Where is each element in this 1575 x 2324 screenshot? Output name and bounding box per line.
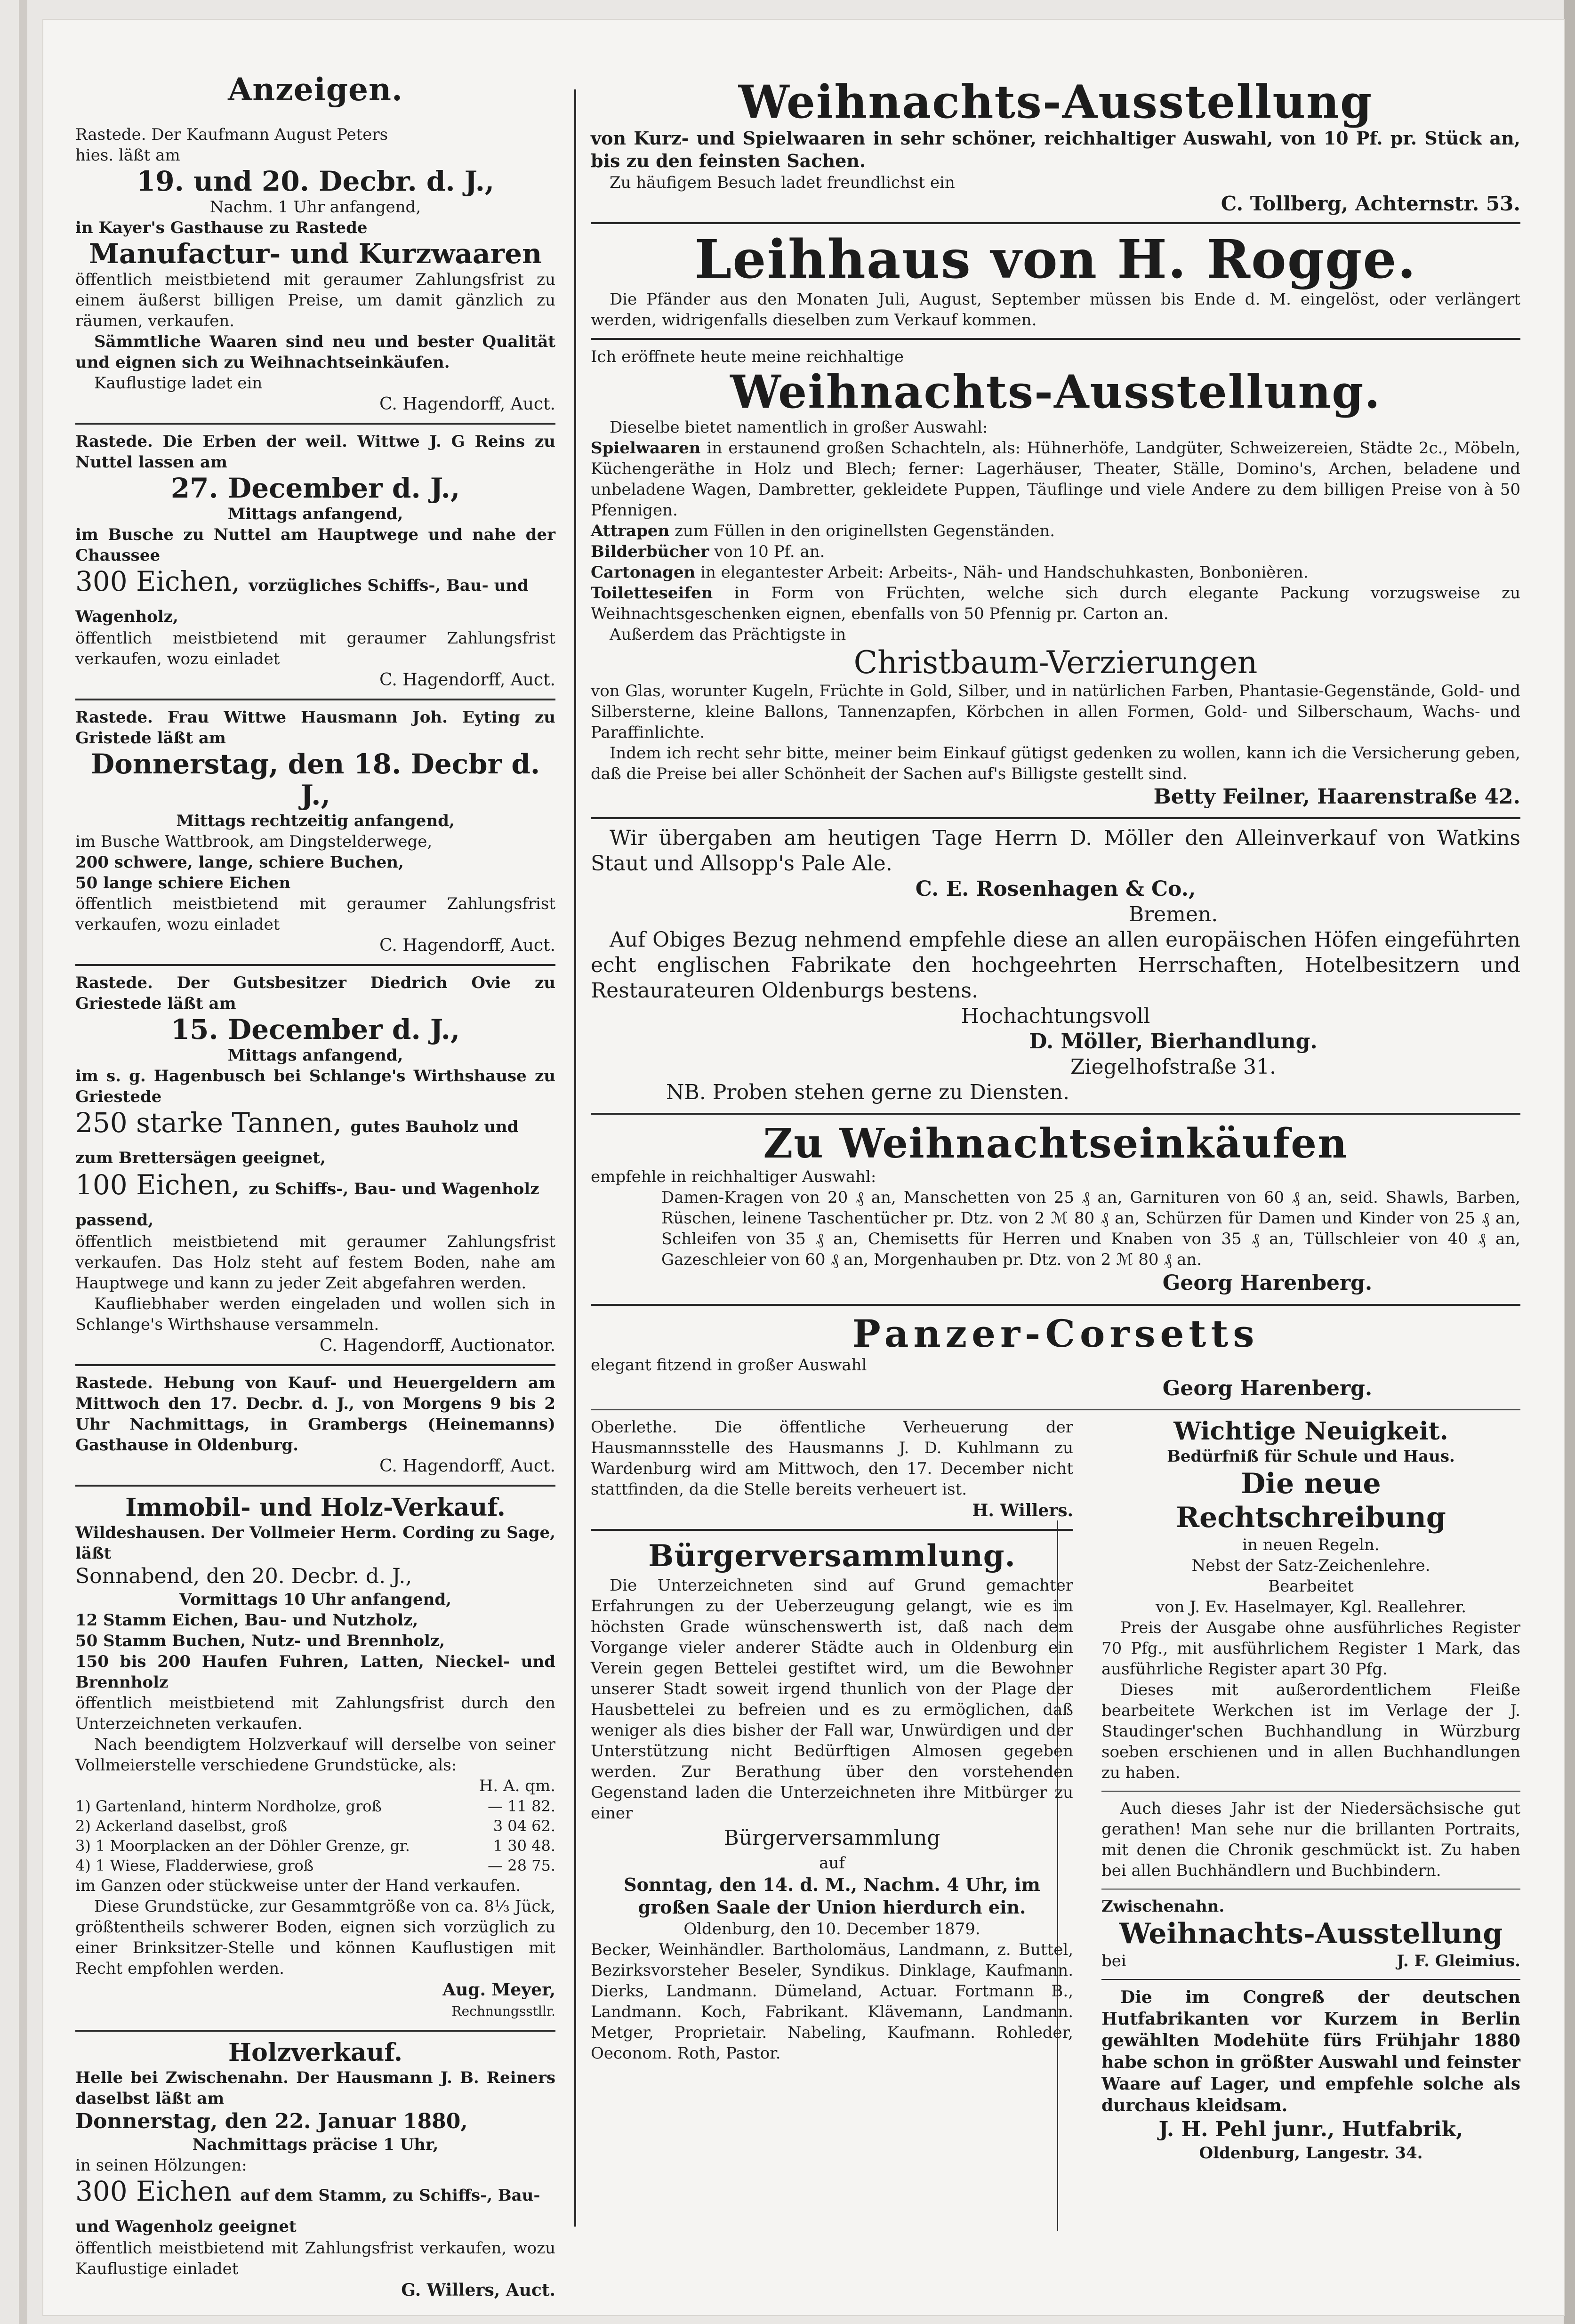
ad-address: Ziegelhofstraße 31. <box>1070 1055 1276 1079</box>
ad-cording <box>75 1487 555 2032</box>
ad-text: Helle bei Zwischenahn. Der Hausmann J. B. Reiners daselbst läßt am <box>75 2068 555 2108</box>
ad-signature: J. F. Gleimius. <box>1397 1952 1520 1970</box>
ad-reiners <box>75 2032 555 2308</box>
ad-count-text: 300 Eichen, <box>75 565 240 597</box>
ad-text: in neuen Regeln. <box>1242 1536 1380 1554</box>
ad-text: Mittags anfangend, <box>227 505 403 523</box>
right-column <box>591 71 1520 2171</box>
ad-text <box>1101 1951 1520 1971</box>
ad-subtitle: Bürgerversammlung <box>723 1826 940 1850</box>
ad-text: Wir übergaben am heutigen Tage Herrn D. Möller den Alleinverkauf von Watkins Staut und Allsopp's Pale Ale. <box>591 826 1520 876</box>
ad-text: Wildeshausen. Der Vollmeier Herm. Cording zu Sage, läßt <box>75 1523 555 1563</box>
ad-count-text: 100 Eichen, <box>75 1169 240 1201</box>
ad-text: von Kurz- und Spielwaaren in sehr schöner, reichhaltiger Auswahl, von 10 Pf. pr. Stück an, bis zu den feinsten Sachen. <box>591 128 1520 171</box>
property-table <box>75 1796 555 1875</box>
page-edge-left <box>19 0 27 2324</box>
ad-text: Indem ich recht sehr bitte, meiner beim Einkauf gütigst gedenken zu wollen, kann ich die Versicherung geben, daß die Preise bei aller Schönheit der Sachen auf's Billigste gestellt sind. <box>591 744 1520 783</box>
ad-text: Nachm. 1 Uhr anfangend, <box>209 198 421 217</box>
ad-text: im Busche Wattbrook, am Dingstelderwege, <box>75 832 433 851</box>
ad-text: Vormittags 10 Uhr anfangend, <box>179 1590 452 1609</box>
ad-text: Die Unterzeichneten sind auf Grund gemachter Erfahrungen zu der Ueberzeugung gelangt, wie es im höchsten Grade wünschenswerth ist, daß nach dem Vorgange vieler anderer Städte auch in Oldenburg ein Verein gegen Bettelei gestiftet wird, um die Bewohner unserer Stadt soweit irgend thunlich von der Plage der Hausbettelei zu befreien und es zu ermöglichen, daß weniger als dies bisher der Fall war, Unwürdigen und der Unterstützung nicht Bedürftigen Almosen gegeben werden. Zur Berathung über den vorstehenden Gegenstand laden die Unterzeichneten ihre Mitbürger zu einer <box>591 1576 1073 1823</box>
row-label: 2) Ackerland daselbst, groß <box>75 1817 287 1835</box>
ad-item <box>591 562 1520 583</box>
sub-column-left <box>591 1410 1087 2171</box>
row-label: 3) 1 Moorplacken an der Döhler Grenze, gr. <box>75 1837 410 1855</box>
ad-goods: Manufactur- und Kurzwaaren <box>88 238 542 270</box>
item-text: in elegantester Arbeit: Arbeits-, Näh- und Handschuhkasten, Bonbonièren. <box>700 563 1309 582</box>
ad-text: im Busche zu Nuttel am Hauptwege und nahe der Chaussee <box>75 525 555 565</box>
ad-text: im s. g. Hagenbusch bei Schlange's Wirthshause zu Griestede <box>75 1067 555 1106</box>
ad-text: Rastede. Die Erben der weil. Wittwe J. G Reins zu Nuttel lassen am <box>75 432 555 472</box>
ad-tollberg <box>591 71 1520 224</box>
column-divider <box>574 89 576 2227</box>
ad-hebung <box>75 1366 555 1487</box>
ad-bei: bei <box>1101 1952 1126 1970</box>
ad-feilner <box>591 340 1520 819</box>
ad-text: Diese Grundstücke, zur Gesammtgröße von ca. 8¹⁄₃ Jück, größtentheils schwerer Boden, eignen sich vorzüglich zu einer Brinksitzer-Stelle und können Kauflustigen mit Recht empfohlen werden. <box>75 1897 555 1978</box>
ad-harenberg <box>591 1115 1520 1306</box>
ad-date: Sonnabend, den 20. Decbr. d. J., <box>75 1564 412 1588</box>
ad-subtitle: Die neue Rechtschreibung <box>1176 1467 1446 1534</box>
page-edge-right <box>1564 0 1575 2324</box>
table-units: H. A. qm. <box>479 1777 555 1795</box>
ad-text: von J. Ev. Haselmayer, Kgl. Reallehrer. <box>1155 1598 1467 1616</box>
ad-text: Preis der Ausgabe ohne ausführliches Register 70 Pfg., mit ausführlichem Register 1 Mark, das ausführliche Register apart 30 Pfg. <box>1101 1618 1520 1679</box>
ad-date: 15. December d. J., <box>170 1013 460 1045</box>
sub-columns <box>591 1410 1520 2171</box>
ad-pehl <box>1101 1980 1520 2171</box>
ad-text: Zu häufigem Besuch ladet freundlichst ein <box>610 173 955 192</box>
ad-title: Weihnachts-Ausstellung <box>738 75 1373 129</box>
ad-gleimius <box>1101 1890 1520 1980</box>
item-text: von 10 Pf. an. <box>714 542 825 561</box>
ad-text: gutes Bauholz und zum Brettersägen geeignet, <box>75 1118 519 1167</box>
ad-text: 12 Stamm Eichen, Bau- und Nutzholz, <box>75 1611 418 1630</box>
ad-signature: G. Willers, Auct. <box>401 2280 555 2300</box>
ad-signature: Georg Harenberg. <box>1162 1271 1373 1295</box>
table-row <box>75 1816 555 1836</box>
ad-item <box>591 438 1520 521</box>
ad-text: Kauflustige ladet ein <box>94 374 263 393</box>
ad-ovie <box>75 966 555 1366</box>
item-key: Toiletteseifen <box>591 584 713 603</box>
ad-text: Die Pfänder aus den Monaten Juli, August, September müssen bis Ende d. M. eingelöst, oder verlängert werden, widrigenfalls dieselben zum Verkauf kommen. <box>591 290 1520 330</box>
row-value: 1 30 48. <box>493 1837 555 1855</box>
ad-date: Donnerstag, den 22. Januar 1880, <box>75 2109 468 2133</box>
ad-signature-role: Rechnungsstllr. <box>451 2003 555 2019</box>
ad-text: in seinen Hölzungen: <box>75 2156 247 2175</box>
table-row <box>75 1856 555 1875</box>
ad-signature: C. Hagendorff, Auct. <box>379 394 555 414</box>
ad-count <box>75 1107 555 1169</box>
ad-text: 200 schwere, lange, schiere Buchen, <box>75 853 404 872</box>
ad-niedersaechsische <box>1101 1792 1520 1890</box>
ad-item <box>591 583 1520 624</box>
ad-signature: C. Hagendorff, Auct. <box>379 936 555 955</box>
ad-eyting <box>75 700 555 966</box>
ad-title: Immobil- und Holz-Verkauf. <box>125 1493 506 1522</box>
ad-title: Bürgerversammlung. <box>648 1538 1016 1574</box>
ad-signature: C. Hagendorff, Auct. <box>379 1456 555 1476</box>
item-key: Attrapen <box>591 522 670 540</box>
ad-text: von Glas, worunter Kugeln, Früchte in Gold, Silber, und in natürlichen Farben, Phantasie-Gegenstände, Gold- und Silbersterne, kleine Ballons, Tannenzapfen, Körbchen in allen Formen, Gold- und Silberschaum, Wachs- und Paraffinlichte. <box>591 682 1520 742</box>
ad-date: Sonntag, den 14. d. M., Nachm. 4 Uhr, im großen Saale der Union hierdurch ein. <box>624 1874 1040 1918</box>
ad-text: Oldenburg, den 10. December 1879. <box>683 1920 980 1938</box>
ad-corsetts <box>591 1306 1520 1410</box>
ad-signature: Aug. Meyer, <box>442 1980 555 2000</box>
ad-title: Holzverkauf. <box>228 2038 402 2067</box>
ad-signature: Betty Feilner, Haarenstraße 42. <box>1153 785 1520 809</box>
section-header: Anzeigen. <box>228 71 403 108</box>
ad-text: Nachmittags präcise 1 Uhr, <box>192 2135 439 2154</box>
ad-text: Mittags rechtzeitig anfangend, <box>176 812 455 830</box>
ad-text: öffentlich meistbietend mit geraumer Zahlungsfrist verkaufen. Das Holz steht auf festem Boden, nahe am Hauptwege und kann zu jeder Zeit abgefahren werden. <box>75 1232 555 1293</box>
ad-text: öffentlich meistbietend mit Zahlungsfrist durch den Unterzeichneten verkaufen. <box>75 1694 555 1733</box>
ad-peters <box>75 118 555 425</box>
table-row <box>75 1796 555 1816</box>
ad-date: 27. December d. J., <box>170 472 460 504</box>
ad-neuigkeit <box>1101 1410 1520 1792</box>
ad-text: öffentlich meistbietend mit geraumer Zahlungsfrist verkaufen, wozu einladet <box>75 629 555 668</box>
ad-text: Rastede. Der Kaufmann August Peters <box>75 125 388 144</box>
row-label: 4) 1 Wiese, Fladderwiese, groß <box>75 1857 314 1874</box>
ad-count-text: 250 starke Tannen, <box>75 1107 342 1139</box>
ad-date: Donnerstag, den 18. Decbr d. J., <box>90 748 540 811</box>
ad-text: Rastede. Der Gutsbesitzer Diedrich Ovie zu Griestede läßt am <box>75 973 555 1013</box>
ad-text: empfehle in reichhaltiger Auswahl: <box>591 1167 876 1186</box>
ad-text: elegant fitzend in großer Auswahl <box>591 1356 867 1375</box>
ad-date: 19. und 20. Decbr. d. J., <box>136 165 495 197</box>
ad-moeller <box>591 819 1520 1115</box>
ad-count <box>75 1169 555 1231</box>
ad-text: Damen-Kragen von 20 ₰ an, Manschetten von 25 ₰ an, Garnituren von 60 ₰ an, seid. Shawls, Barben, Rüschen, leinene Taschentücher pr. Dtz. von 2 ℳ 80 ₰ an, Schürzen für Damen und Kinder von 25 ₰ an, Schleifen von 35 ₰ an, Chemisetts für Herren und Knaben von 35 ₰ an, Tüllschleier von 40 ₰ an, Gazeschleier von 60 ₰ an, Morgenhauben pr. Dtz. von 2 ℳ 80 ₰ an. <box>661 1188 1520 1269</box>
ad-signature: C. Hagendorff, Auct. <box>379 670 555 690</box>
ad-address: Oldenburg, Langestr. 34. <box>1199 2144 1423 2163</box>
ad-text: 50 lange schiere Eichen <box>75 874 291 893</box>
ad-text: auf dem Stamm, zu Schiffs-, Bau- und Wagenholz geeignet <box>75 2186 540 2236</box>
ad-text: Auch dieses Jahr ist der Niedersächsische gut gerathen! Man sehe nur die brillanten Portraits, mit denen die Chronik geschmückt ist. Zu haben bei allen Buchhändlern und Buchbindern. <box>1101 1799 1520 1880</box>
ad-text: zu Schiffs-, Bau- und Wagenholz passend, <box>75 1180 539 1230</box>
ad-item <box>591 521 1520 541</box>
ad-signature: C. Tollberg, Achternstr. 53. <box>1221 192 1520 215</box>
ad-oberlethe <box>591 1410 1073 1531</box>
ad-text: auf <box>819 1854 845 1873</box>
row-label: 1) Gartenland, hinterm Nordholze, groß <box>75 1797 382 1815</box>
ad-rogge <box>591 224 1520 340</box>
ad-text: Nach beendigtem Holzverkauf will derselbe von seiner Vollmeierstelle verschiedene Grundstücke, als: <box>75 1735 555 1775</box>
ad-text: hies. läßt am <box>75 146 180 165</box>
item-text: in erstaunend großen Schachteln, als: Hühnerhöfe, Landgüter, Schweizereien, Städte 2c., Möbeln, Küchengeräthe in Holz und Blech; ferner: Lagerhäuser, Theater, Ställe, Domino's, Archen, beladene und unbeladene Wagen, Dambretter, gekleidete Puppen, Täuflinge und viele Andere zu dem billigen Preise von à 50 Pfennigen. <box>591 439 1520 520</box>
ad-signature: D. Möller, Bierhandlung. <box>1029 1029 1318 1053</box>
row-value: 3 04 62. <box>493 1817 555 1835</box>
ad-signature: Georg Harenberg. <box>1162 1376 1373 1400</box>
ad-count <box>75 566 555 628</box>
item-key: Spielwaaren <box>591 439 701 458</box>
item-text: in Form von Früchten, welche sich durch elegante Packung vorzugsweise zu Weihnachtsgeschenken eignen, ebenfalls von 50 Pfennig pr. Carton an. <box>591 584 1520 623</box>
ad-text: Dieselbe bietet namentlich in großer Auswahl: <box>610 418 988 437</box>
ad-text: Außerdem das Prächtigste in <box>610 625 846 644</box>
ad-text: Mittags anfangend, <box>227 1046 403 1065</box>
ad-item <box>591 541 1520 562</box>
ad-signature: J. H. Pehl junr., Hutfabrik, <box>1158 2117 1463 2141</box>
ad-count-text: 300 Eichen <box>75 2175 232 2207</box>
ad-city: Bremen. <box>1128 902 1218 926</box>
ad-text: Rastede. Hebung von Kauf- und Heuergeldern am Mittwoch den 17. Decbr. d. J., von Morgens 9 bis 2 Uhr Nachmittags, in Grambergs (Heinemanns) Gasthause in Oldenburg. <box>75 1374 555 1455</box>
ad-text: Oberlethe. Die öffentliche Verheuerung der Hausmannsstelle des Hausmanns J. D. Kuhlmann zu Wardenburg wird am Mittwoch, den 17. December nicht stattfinden, da die Stelle bereits verheuert ist. <box>591 1418 1073 1499</box>
row-value: — 11 82. <box>488 1797 555 1815</box>
ad-text: 50 Stamm Buchen, Nutz- und Brennholz, <box>75 1632 445 1650</box>
ad-text: Bearbeitet <box>1268 1577 1354 1596</box>
ad-text: Nebst der Satz-Zeichenlehre. <box>1191 1556 1430 1575</box>
ad-text: öffentlich meistbietend mit geraumer Zahlungsfrist zu einem äußerst billigen Preise, um damit gänzlich zu räumen, verkaufen. <box>75 270 555 330</box>
ad-text: Hochachtungsvoll <box>961 1004 1150 1028</box>
ad-text: Dieses mit außerordentlichem Fleiße bearbeitete Werkchen ist im Verlage der J. Staudinger'schen Buchhandlung in Würzburg soeben erschienen und in allen Buchhandlungen zu haben. <box>1101 1681 1520 1782</box>
ad-title: Weihnachts-Ausstellung <box>1119 1917 1503 1950</box>
ad-signatories: Becker, Weinhändler. Bartholomäus, Landmann, z. Buttel, Bezirksvorsteher Beseler, Syndikus. Dinklage, Kaufmann. Dierks, Landmann. Dümeland, Actuar. Fortmann B., Landmann. Koch, Fabrikant. Klävemann, Landmann. Metger, Proprietair. Nabeling, Kaufmann. Rohleder, Oeconom. Roth, Pastor. <box>591 1940 1073 2063</box>
ad-buergerversammlung <box>591 1531 1073 2071</box>
ad-text: Bedürfniß für Schule und Haus. <box>1167 1447 1455 1466</box>
ad-title: Zu Weihnachtseinkäufen <box>763 1120 1348 1167</box>
ad-title: Wichtige Neuigkeit. <box>1173 1417 1448 1446</box>
ad-text: Zwischenahn. <box>1101 1897 1225 1916</box>
ad-title: Weihnachts-Ausstellung. <box>730 365 1381 418</box>
table-row <box>75 1836 555 1856</box>
item-text: zum Füllen in den originellsten Gegenständen. <box>675 522 1055 540</box>
ad-text: Auf Obiges Bezug nehmend empfehle diese an allen europäischen Höfen eingeführten echt englischen Fabrikate den hochgeehrten Herrschaften, Hotelbesitzern und Restaurateuren Oldenburgs bestens. <box>591 928 1520 1003</box>
left-column <box>75 71 555 2308</box>
ad-text: Ich eröffnete heute meine reichhaltige <box>591 347 904 366</box>
ad-text: im Ganzen oder stückweise unter der Hand verkaufen. <box>75 1876 521 1895</box>
ad-signature: C. Hagendorff, Auctionator. <box>319 1336 555 1355</box>
ad-title: Panzer-Corsetts <box>852 1311 1259 1356</box>
sub-column-right <box>1087 1410 1520 2171</box>
ad-text: 150 bis 200 Haufen Fuhren, Latten, Nieckel- und Brennholz <box>75 1652 555 1692</box>
ad-text: Rastede. Frau Wittwe Hausmann Joh. Eyting zu Gristede läßt am <box>75 708 555 748</box>
ad-text: öffentlich meistbietend mit Zahlungsfrist verkaufen, wozu Kauflustige einladet <box>75 2239 555 2278</box>
row-value: — 28 75. <box>488 1857 555 1874</box>
ad-note: NB. Proben stehen gerne zu Diensten. <box>666 1080 1069 1104</box>
item-key: Cartonagen <box>591 563 696 582</box>
ad-text: vorzügliches Schiffs-, Bau- und Wagenholz, <box>75 576 529 626</box>
ad-text: Sämmtliche Waaren sind neu und bester Qualität und eignen sich zu Weihnachtseinkäufen. <box>75 332 555 372</box>
ad-firm: C. E. Rosenhagen & Co., <box>915 877 1196 901</box>
ad-text: Die im Congreß der deutschen Hutfabrikanten vor Kurzem in Berlin gewählten Modehüte fürs Frühjahr 1880 habe schon in größter Auswahl und feinster Waare auf Lager, und empfehle solche als durchaus kleidsam. <box>1101 1987 1520 2115</box>
ad-title: Leihhaus von H. Rogge. <box>694 229 1417 290</box>
ad-text: Kaufliebhaber werden eingeladen und wollen sich in Schlange's Wirthshause versammeln. <box>75 1295 555 1334</box>
ad-reins <box>75 425 555 700</box>
ad-count <box>75 2176 555 2238</box>
ad-subtitle: Christbaum-Verzierungen <box>853 644 1258 681</box>
ad-text: öffentlich meistbietend mit geraumer Zahlungsfrist verkaufen, wozu einladet <box>75 894 555 934</box>
ad-signature: H. Willers. <box>972 1501 1073 1520</box>
ad-text: in Kayer's Gasthause zu Rastede <box>75 218 368 237</box>
item-key: Bilderbücher <box>591 542 709 561</box>
